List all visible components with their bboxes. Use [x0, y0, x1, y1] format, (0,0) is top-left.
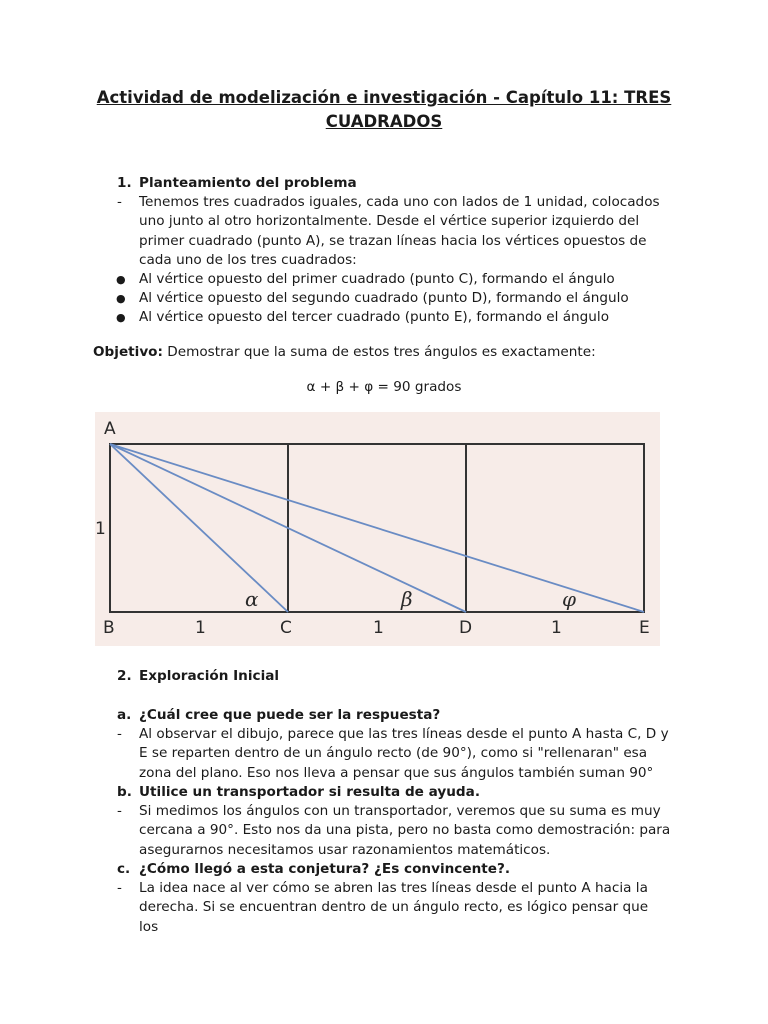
alpha-angle-label: α — [245, 587, 259, 611]
point-a-label: A — [104, 419, 116, 439]
list-item: Al vértice opuesto del primer cuadrado (punto C), formando el ángulo — [139, 271, 615, 287]
item-question: Utilice un transportador si resulta de ayuda. — [139, 784, 480, 800]
beta-angle-label: β — [401, 587, 413, 611]
item-answer: La idea nace al ver cómo se abren las tres líneas desde el punto A hacia la derecha. Si se encuentran dentro de un ángulo recto, es lógico pensar que los — [139, 880, 649, 935]
point-b-label: B — [103, 618, 115, 638]
dash-marker: - — [117, 803, 122, 819]
formula: α + β + φ = 90 grados — [306, 379, 462, 395]
bullet-icon: ● — [116, 311, 126, 324]
list-item: Al vértice opuesto del tercer cuadrado (punto E), formando el ángulo — [139, 309, 610, 325]
unit-label: 1 — [551, 618, 562, 638]
three-squares-figure — [95, 412, 660, 646]
item-question: ¿Cuál cree que puede ser la respuesta? — [139, 707, 441, 723]
item-letter: c. — [117, 861, 131, 877]
dash-marker: - — [117, 194, 122, 210]
item-letter: b. — [117, 784, 132, 800]
side-label: 1 — [95, 519, 106, 539]
section-heading: Planteamiento del problema — [139, 175, 357, 191]
phi-angle-label: φ — [562, 587, 577, 611]
point-c-label: C — [280, 618, 292, 638]
list-item: Al vértice opuesto del segundo cuadrado (punto D), formando el ángulo — [139, 290, 629, 306]
dash-marker: - — [117, 880, 122, 896]
item-answer: Si medimos los ángulos con un transportador, veremos que su suma es muy cercana a 90°. Esto nos da una pista, pero no basta como demostración: para asegurarnos necesitamos usar razonamientos matemáticos. — [139, 803, 671, 858]
three-squares-diagram — [95, 412, 660, 646]
bullet-icon: ● — [116, 292, 126, 305]
item-letter: a. — [117, 707, 132, 723]
objective-line — [93, 343, 596, 362]
point-d-label: D — [459, 618, 473, 638]
diagonal-ac — [110, 444, 288, 612]
section-intro-text: Tenemos tres cuadrados iguales, cada uno con lados de 1 unidad, colocados uno junto al otro horizontalmente. Desde el vértice superior izquierdo del primer cuadrado (punto A), se trazan líneas hacia los vértices opuestos de cada uno de los tres cuadrados: — [139, 194, 660, 268]
section-number: 2. — [117, 668, 132, 684]
point-e-label: E — [639, 618, 650, 638]
objective-label: Objetivo: — [93, 344, 163, 360]
bullet-icon: ● — [116, 273, 126, 286]
objective-text: Demostrar que la suma de estos tres ángulos es exactamente: — [162, 344, 596, 360]
item-question: ¿Cómo llegó a esta conjetura? ¿Es convincente?. — [139, 861, 511, 877]
section-number: 1. — [117, 175, 132, 191]
section-heading: Exploración Inicial — [139, 668, 280, 684]
unit-label: 1 — [195, 618, 206, 638]
page-title: Actividad de modelización e investigación - Capítulo 11: TRES CUADRADOS — [96, 88, 672, 131]
item-answer: Al observar el dibujo, parece que las tres líneas desde el punto A hasta C, D y E se reparten dentro de un ángulo recto (de 90°), como si "rellenaran" esa zona del plano. Eso nos lleva a pensar que sus ángulos también suman 90° — [139, 726, 669, 781]
dash-marker: - — [117, 726, 122, 742]
unit-label: 1 — [373, 618, 384, 638]
